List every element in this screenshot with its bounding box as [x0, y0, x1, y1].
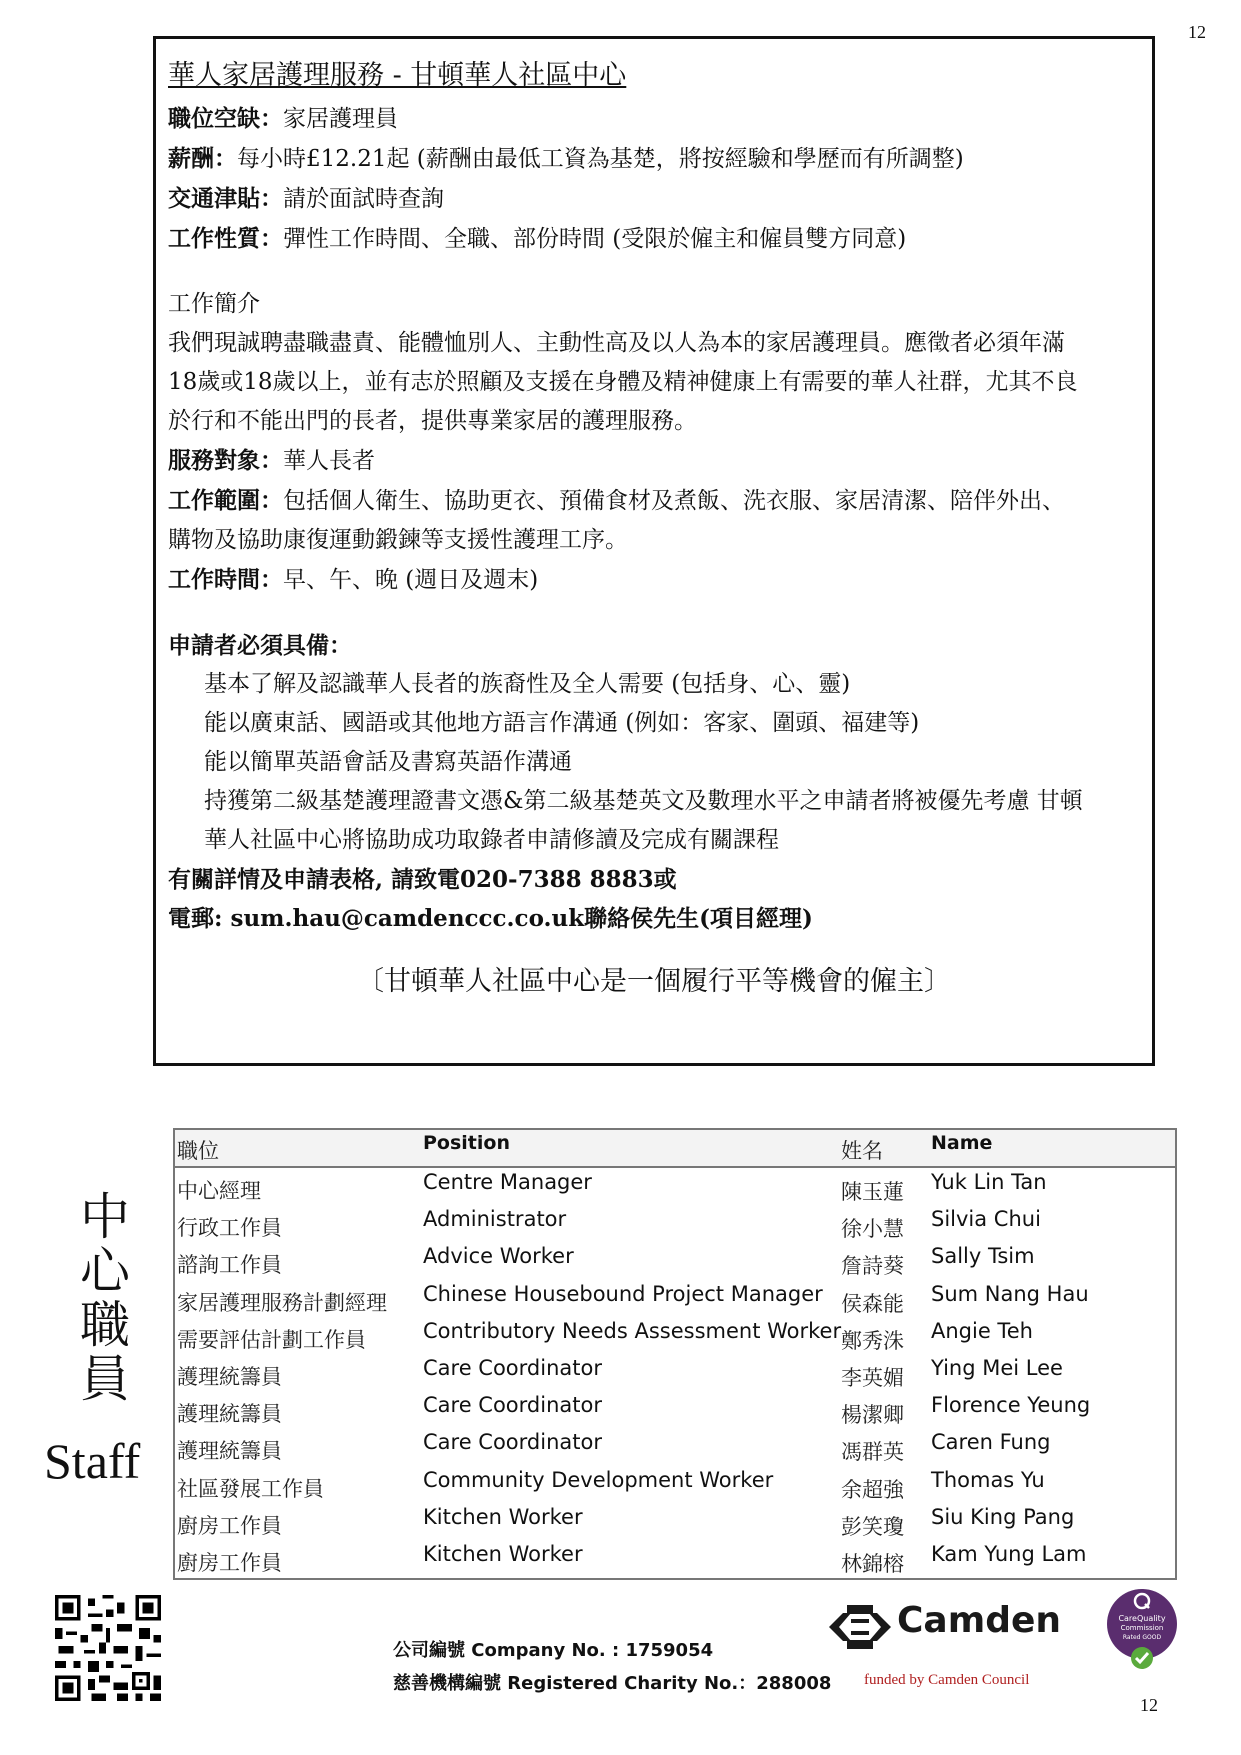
equal-opportunity-slogan: 〔甘頓華人社區中心是一個履行平等機會的僱主〕: [357, 966, 951, 997]
requirement-item: 持獲第二級基楚護理證書文憑&第二級基楚英文及數理水平之申請者將被優先考慮 甘頓: [204, 788, 1083, 814]
staff-zh-position: 廚房工作員: [177, 1513, 282, 1538]
staff-zh-position: 行政工作員: [177, 1216, 282, 1241]
staff-name: Sally Tsim: [931, 1244, 1035, 1269]
staff-name: Silvia Chui: [931, 1207, 1041, 1232]
salary-label: 薪酬：: [168, 145, 237, 172]
staff-position: Administrator: [423, 1207, 567, 1232]
staff-name: Kam Yung Lam: [931, 1542, 1087, 1566]
hours-value: 早、午、晚 (週日及週末): [283, 567, 539, 593]
transport-label: 交通津貼：: [168, 185, 283, 212]
header-position: Position: [423, 1132, 510, 1154]
contact-phone-line: 有關詳情及申請表格, 請致電020-7388 8883或: [168, 866, 677, 893]
job-advert-box: [153, 36, 1155, 1066]
staff-position: Chinese Housebound Project Manager: [423, 1281, 823, 1306]
transport-value: 請於面試時查詢: [283, 186, 444, 212]
staff-position: Advice Worker: [423, 1244, 574, 1269]
staff-zh-position: 廚房工作員: [177, 1551, 282, 1575]
staff-zh-name: 侯森能: [841, 1291, 904, 1316]
staff-zh-position: 需要評估計劃工作員: [177, 1327, 366, 1352]
staff-side-title-en: Staff: [44, 1433, 141, 1489]
staff-name: Siu King Pang: [931, 1504, 1075, 1529]
page-number-top: 12: [1188, 22, 1206, 42]
staff-zh-name: 余超強: [841, 1477, 904, 1502]
staff-position: Care Coordinator: [423, 1430, 602, 1455]
staff-zh-position: 諮詢工作員: [177, 1253, 282, 1278]
hours-line: [168, 560, 1140, 600]
scope-line: [168, 481, 1140, 521]
scope-value: 包括個人衛生、協助更衣、預備食材及煮飯、洗衣服、家居清潔、陪伴外出、: [283, 488, 1065, 514]
camden-wordmark: Camden: [897, 1600, 1062, 1641]
target-line: [168, 441, 1140, 481]
staff-name: Sum Nang Hau: [931, 1281, 1089, 1306]
staff-position: Contributory Needs Assessment Worker: [423, 1318, 842, 1343]
staff-table-header: [175, 1130, 1175, 1168]
company-number: 公司編號 Company No. : 1759054: [393, 1640, 714, 1661]
staff-name: Caren Fung: [931, 1430, 1051, 1455]
staff-position: Kitchen Worker: [423, 1504, 583, 1529]
svg-text:CareQuality: CareQuality: [1118, 1614, 1166, 1623]
qr-code-icon: [55, 1595, 161, 1701]
staff-zh-position: 護理統籌員: [177, 1439, 282, 1464]
staff-table: [173, 1128, 1177, 1580]
requirements-heading: 申請者必須具備：: [168, 632, 352, 659]
staff-zh-name: 李英媚: [841, 1366, 904, 1390]
charity-number: 慈善機構編號 Registered Charity No.：288008: [393, 1673, 832, 1694]
requirement-item: 基本了解及認識華人長者的族裔性及全人需要 (包括身、心、靈): [204, 671, 851, 697]
staff-zh-name: 彭笑瓊: [841, 1514, 904, 1539]
transport-line: [168, 179, 1140, 219]
staff-zh-name: 鄭秀洙: [841, 1328, 904, 1353]
staff-name: Angie Teh: [931, 1318, 1033, 1343]
intro-line: 18歲或18歲以上，並有志於照顧及支援在身體及精神健康上有需要的華人社群，尤其不良: [168, 369, 1078, 395]
staff-name: Ying Mei Lee: [931, 1356, 1063, 1380]
target-label: 服務對象：: [168, 447, 283, 474]
staff-position: Kitchen Worker: [423, 1542, 583, 1566]
staff-zh-name: 林錦榕: [841, 1552, 904, 1576]
staff-name: Florence Yeung: [931, 1393, 1091, 1418]
staff-zh-name: 楊潔卿: [841, 1403, 904, 1428]
staff-position: Care Coordinator: [423, 1393, 602, 1418]
staff-side-title: 中心職員: [80, 1188, 130, 1408]
requirement-item: 能以簡單英語會話及書寫英語作溝通: [204, 749, 572, 775]
scope-label: 工作範圍：: [168, 487, 283, 514]
requirement-item-cont: 華人社區中心將協助成功取錄者申請修讀及完成有關課程: [204, 827, 779, 853]
staff-position: Centre Manager: [423, 1170, 592, 1194]
vacancy-value: 家居護理員: [283, 106, 398, 132]
vacancy-line: [168, 99, 1140, 139]
header-name: Name: [931, 1132, 993, 1154]
staff-name: Yuk Lin Tan: [931, 1170, 1047, 1194]
target-value: 華人長者: [283, 448, 375, 474]
funded-by-text: funded by Camden Council: [864, 1672, 1030, 1688]
staff-name: Thomas Yu: [931, 1467, 1045, 1492]
hours-label: 工作時間：: [168, 566, 283, 593]
svg-text:Commission: Commission: [1120, 1624, 1164, 1632]
staff-zh-position: 家居護理服務計劃經理: [177, 1290, 387, 1315]
staff-zh-position: 護理統籌員: [177, 1402, 282, 1427]
staff-zh-name: 馮群英: [841, 1440, 904, 1465]
intro-line: 我們現誠聘盡職盡責、能體恤別人、主動性高及以人為本的家居護理員。應徵者必須年滿: [168, 330, 1065, 356]
requirement-item: 能以廣東話、國語或其他地方語言作溝通 (例如：客家、圍頭、福建等): [204, 710, 920, 736]
header-zh-name: 姓名: [841, 1139, 883, 1163]
camden-logo-icon: [829, 1605, 891, 1649]
nature-line: [168, 219, 1140, 259]
staff-zh-position: 中心經理: [177, 1179, 261, 1203]
salary-value: 每小時£12.21起 (薪酬由最低工資為基楚，將按經驗和學歷而有所調整): [237, 146, 964, 172]
nature-value: 彈性工作時間、全職、部份時間 (受限於僱主和僱員雙方同意): [283, 226, 907, 252]
page-number-bottom: 12: [1140, 1695, 1158, 1715]
staff-zh-name: 陳玉蓮: [841, 1180, 904, 1204]
staff-position: Community Development Worker: [423, 1467, 774, 1492]
nature-label: 工作性質：: [168, 225, 283, 252]
intro-heading: 工作簡介: [168, 291, 260, 317]
intro-line: 於行和不能出門的長者，提供專業家居的護理服務。: [168, 408, 697, 434]
header-zh-position: 職位: [177, 1139, 219, 1163]
staff-position: Care Coordinator: [423, 1356, 602, 1380]
cqc-badge-icon: [1106, 1588, 1178, 1672]
scope-line-2: 購物及協助康復運動鍛鍊等支援性護理工序。: [168, 527, 628, 553]
staff-zh-position: 社區發展工作員: [177, 1476, 324, 1501]
contact-email-line: 電郵: sum.hau@camdenccc.co.uk聯絡侯先生(項目經理): [168, 905, 813, 932]
vacancy-label: 職位空缺：: [168, 105, 283, 132]
svg-text:Rated GOOD: Rated GOOD: [1122, 1634, 1162, 1641]
advert-title: 華人家居護理服務 - 甘頓華人社區中心: [168, 60, 627, 91]
staff-zh-name: 詹詩葵: [841, 1254, 904, 1279]
staff-zh-position: 護理統籌員: [177, 1365, 282, 1389]
salary-line: [168, 139, 1140, 179]
staff-zh-name: 徐小慧: [841, 1217, 904, 1242]
